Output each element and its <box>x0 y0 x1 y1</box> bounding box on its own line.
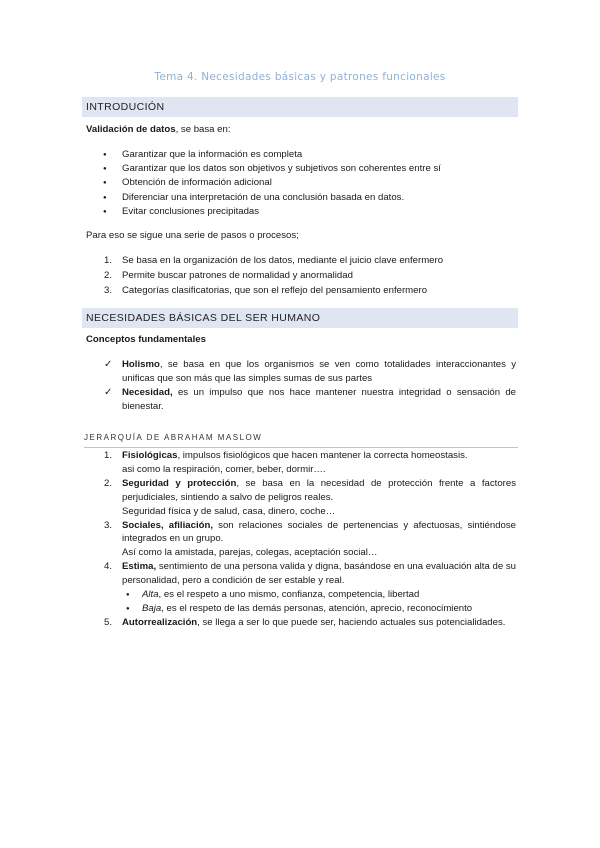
need-term: Seguridad y protección <box>122 477 237 489</box>
checkmark-icon: ✓ <box>104 359 113 370</box>
list-item <box>86 616 516 630</box>
need-extra: Así como la amistada, parejas, colegas, aceptación social… <box>122 547 378 559</box>
list-item <box>86 254 516 269</box>
concept-text: , se basa en que los organismos se ven como totalidades interaccionantes y unificas que son más que las simples sumas de sus partes <box>122 359 516 384</box>
checkmark-icon: ✓ <box>104 386 113 398</box>
validacion-line <box>86 123 516 137</box>
validacion-bullet-list <box>86 148 516 219</box>
need-text: sentimiento de una persona valida y digna, basándose en una evaluación alta de su personalidad, pero a condición de ser estable y real. <box>122 561 516 587</box>
step-number: 2. <box>104 269 113 281</box>
need-text: , se basa en la necesidad de protección frente a factores perjudiciales, sintiendo a salvo de peligros reales. <box>122 477 516 503</box>
item-number: 4. <box>104 561 113 573</box>
list-item: ● Diferenciar una interpretación de una conclusión basada en datos. <box>86 191 516 205</box>
item-number: 1. <box>104 450 113 461</box>
conceptos-list <box>86 358 516 414</box>
step-text: Categorías clasificatorias, que son el reflejo del pensamiento enfermero <box>122 284 428 296</box>
sub-text: , es el respeto de las demás personas, atención, aprecio, reconocimiento <box>161 602 473 614</box>
step-number: 3. <box>104 284 113 296</box>
sub-text: , es el respeto a uno mismo, confianza, competencia, libertad <box>158 589 420 601</box>
page-title: Tema 4. Necesidades básicas y patrones funcionales <box>154 71 446 83</box>
maslow-list <box>86 449 516 630</box>
need-term: Sociales, afiliación, <box>122 519 213 531</box>
item-number: 5. <box>104 616 113 628</box>
step-text: Se basa en la organización de los datos, mediante el juicio clave enfermero <box>122 255 444 266</box>
list-item <box>86 560 516 588</box>
list-item: ● Garantizar que la información es completa <box>86 148 516 162</box>
section-heading-necesidades: NECESIDADES BÁSICAS DEL SER HUMANO <box>82 308 518 328</box>
item-number: 3. <box>104 519 113 531</box>
need-term: Autorrealización <box>122 616 198 628</box>
list-item <box>86 284 516 299</box>
step-text: Permite buscar patrones de normalidad y anormalidad <box>122 269 353 281</box>
section-heading-intro: INTRODUCIÓN <box>82 97 518 117</box>
need-text: son relaciones sociales de pertenencias y afectuosas, sintiéndose integrados en un grupo. <box>122 519 517 545</box>
sub-term: Baja <box>142 602 162 614</box>
need-text: , impulsos fisiológicos que hacen mantener la correcta homeostasis. <box>177 450 468 461</box>
need-text: , se llega a ser lo que puede ser, haciendo actuales sus potencialidades. <box>197 616 506 628</box>
step-number: 1. <box>104 255 113 266</box>
list-item <box>86 269 516 284</box>
need-term: Estima, <box>122 561 157 573</box>
validacion-bold: Validación de datos <box>86 124 176 135</box>
pasos-list <box>86 254 516 298</box>
need-extra: asi como la respiración, comer, beber, dormir…. <box>122 463 326 475</box>
validacion-rest: , se basa en: <box>175 124 231 135</box>
estima-sub-item <box>86 602 516 616</box>
conceptos-heading: Conceptos fundamentales <box>86 334 206 345</box>
list-item: ● Evitar conclusiones precipitadas <box>86 205 516 219</box>
pasos-intro: Para eso se sigue una serie de pasos o procesos; <box>86 230 299 241</box>
sub-term: Alta <box>142 589 159 601</box>
item-number: 2. <box>104 477 113 489</box>
list-item <box>86 449 516 477</box>
list-item <box>86 386 516 414</box>
list-item <box>86 358 516 386</box>
need-extra: Seguridad física y de salud, casa, dinero, coche… <box>122 505 336 517</box>
list-item: ● Obtención de información adicional <box>86 176 516 190</box>
concept-text: es un impulso que nos hace mantener nuestra integridad o sensación de bienestar. <box>122 386 516 412</box>
list-item <box>86 477 516 519</box>
concept-term: Holismo <box>122 359 160 370</box>
maslow-heading: JERARQUÍA DE ABRAHAM MASLOW <box>84 432 518 448</box>
list-item: ● Garantizar que los datos son objetivos y subjetivos son coherentes entre sí <box>86 162 516 176</box>
concept-term: Necesidad, <box>122 386 173 398</box>
list-item <box>86 519 516 561</box>
need-term: Fisiológicas <box>122 450 178 461</box>
estima-sub-item <box>86 588 516 602</box>
